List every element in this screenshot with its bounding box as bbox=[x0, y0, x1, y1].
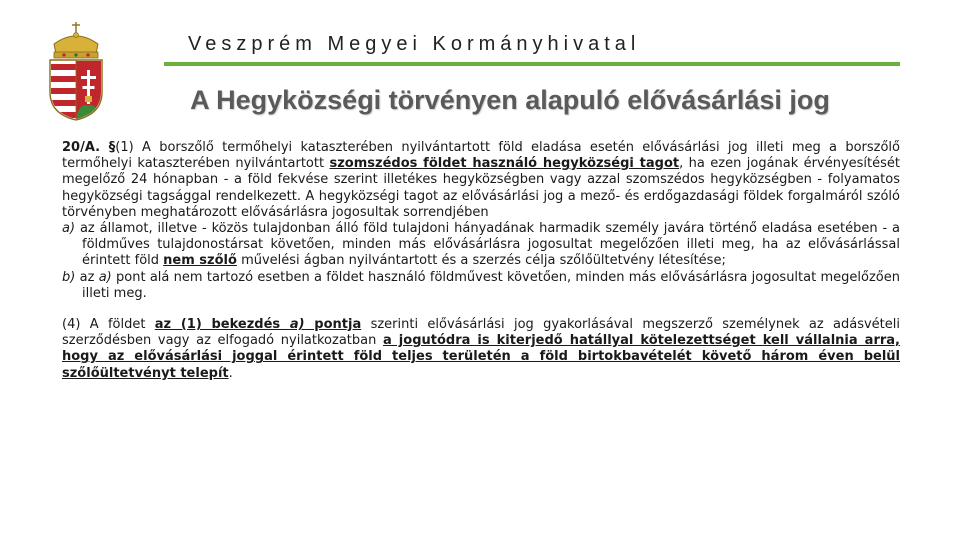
slide-body bbox=[62, 140, 900, 382]
list-item-text: az bbox=[79, 269, 99, 285]
paragraph-text: (4) A földet bbox=[62, 317, 155, 333]
paragraph-20a bbox=[62, 140, 900, 221]
list-item-text: az államot, illetve - közös tulajdonban álló föld tulajdoni hányadának harmadik személy javára történő eladása esetében - a földműves tulajdonostársat követően, minden más elővásárlásra jogosultat megelőzően illeti meg, ha az elővásárlással érintett föld bbox=[79, 221, 900, 269]
underlined-reference bbox=[155, 317, 361, 332]
list-item-label: a) bbox=[62, 221, 76, 237]
underlined-phrase: szomszédos földet használó hegyközségi tagot bbox=[329, 156, 680, 172]
item-reference: a) bbox=[98, 269, 112, 285]
spacer bbox=[62, 302, 900, 317]
list-item-text: művelési ágban nyilvántartott és a szerzés célja szőlőültetvény létesítése; bbox=[236, 253, 726, 269]
coat-of-arms-logo bbox=[44, 14, 108, 124]
underlined-phrase: a jogutódra is kiterjedő hatállyal kötelezettséget kell vállalnia arra, hogy az elővásárlási joggal érintett föld teljes területén a föld birtokbavételét követő három éven belül szőlőültetvényt telepít bbox=[62, 333, 900, 381]
section-number: 20/A. § bbox=[62, 140, 116, 155]
list-item-label: b) bbox=[62, 269, 76, 285]
reference-item: a) bbox=[289, 317, 305, 333]
paragraph-text: (1) A borszőlő termőhelyi kataszterében nyilvántartott föld eladása esetén elővásárlási jog illeti meg a borszőlő termőhelyi kataszterében nyilvántartott bbox=[62, 140, 900, 172]
list-item-text: pont alá nem tartozó esetben a földet használó földművest követően, minden más elővásárlásra jogosultat megelőzően illeti meg. bbox=[82, 269, 900, 301]
slide-title: A Hegyközségi törvényen alapuló elővásárlási jog bbox=[190, 85, 830, 115]
reference-text: pontja bbox=[304, 317, 362, 333]
crown-icon bbox=[54, 22, 98, 58]
paragraph-text: szerinti elővásárlási jog gyakorlásával megszerző személynek az adásvételi szerződésben vagy az elfogadó nyilatkozatban bbox=[62, 317, 900, 349]
paragraph-text: , ha ezen jogának érvényesítését megelőző 24 hónapban - a föld fekvése szerint illetékes hegyközségben vagy azzal szomszédos hegyközségben - folyamatos hegyközségi tagsággal rendelkezett. A hegyközségi tagot az elővásárlási jog a mező- és erdőgazdasági földek forgalmáról szóló törvényben meghatározott elővásárlásra jogosultak sorrendjében bbox=[62, 156, 900, 220]
list-item-b bbox=[62, 270, 900, 302]
paragraph-4 bbox=[62, 317, 900, 382]
header-divider bbox=[164, 62, 900, 66]
paragraph-text: . bbox=[228, 365, 233, 381]
reference-text: az (1) bekezdés bbox=[154, 317, 290, 333]
list-item-a bbox=[62, 221, 900, 270]
office-name: Veszprém Megyei Kormányhivatal bbox=[188, 33, 641, 55]
shield-icon bbox=[50, 60, 102, 121]
underlined-phrase: nem szőlő bbox=[163, 253, 237, 269]
